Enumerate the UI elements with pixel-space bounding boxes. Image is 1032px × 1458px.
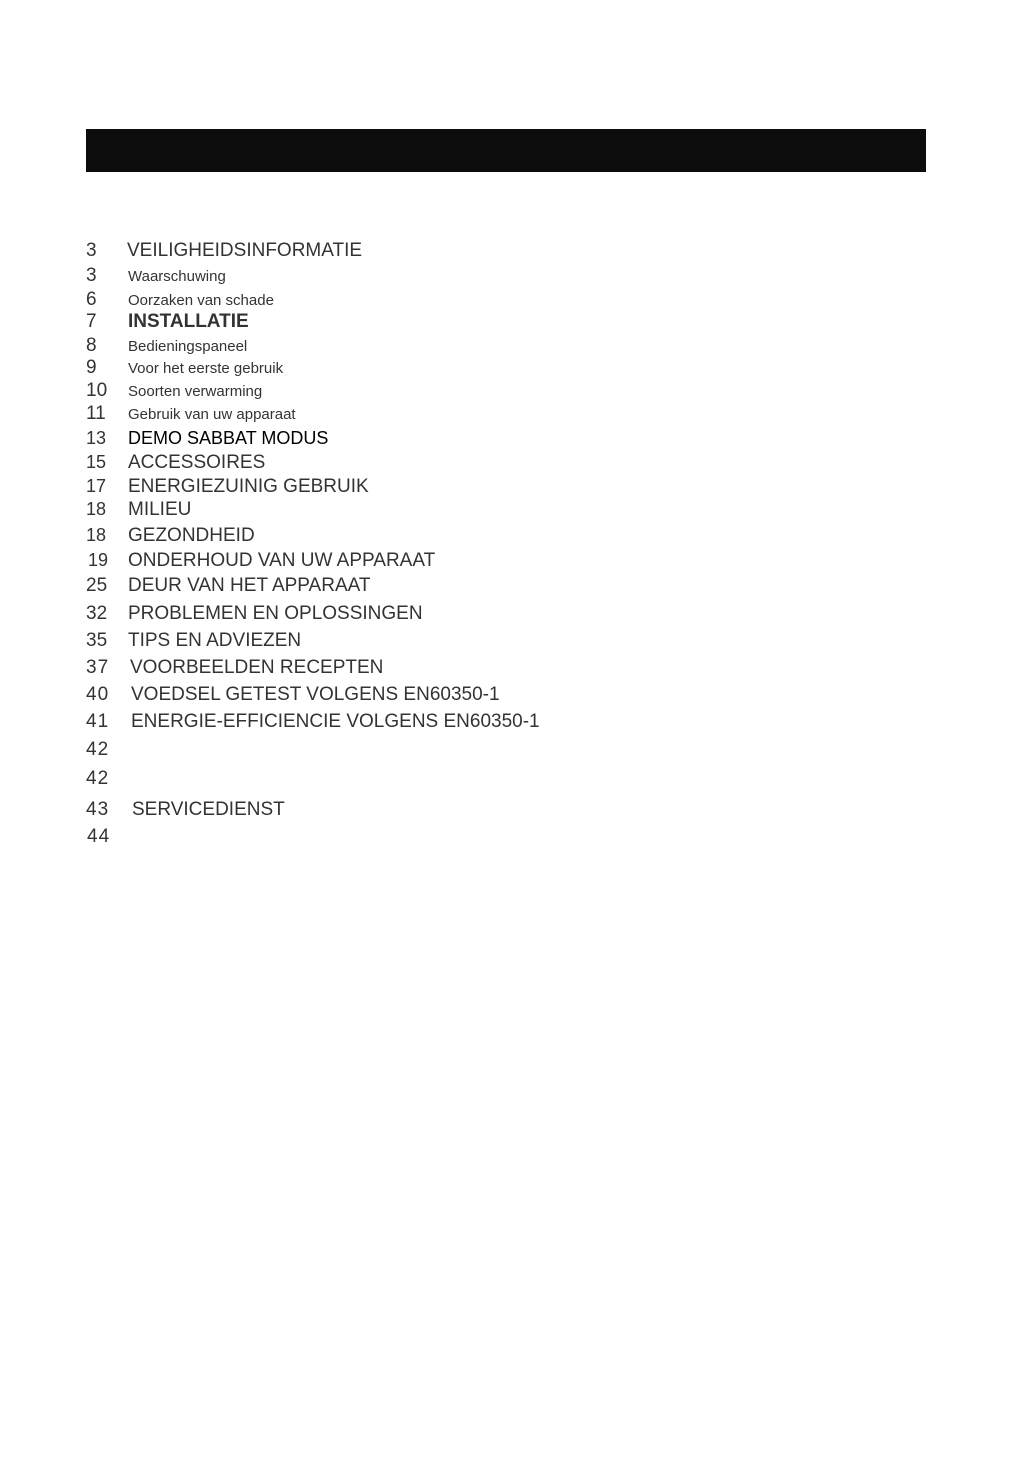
toc-title: TIPS EN ADVIEZEN [128, 630, 302, 651]
toc-page-number: 42 [86, 739, 110, 760]
toc-title: Bedieningspaneel [128, 338, 248, 355]
toc-title: VOORBEELDEN RECEPTEN [130, 657, 384, 678]
toc-page-number: 41 [86, 711, 110, 732]
toc-title: PROBLEMEN EN OPLOSSINGEN [128, 603, 423, 624]
toc-page-number: 3 [86, 240, 97, 261]
toc-title: ENERGIE-EFFICIENCIE VOLGENS EN60350-1 [131, 711, 540, 732]
toc-title: ONDERHOUD VAN UW APPARAAT [128, 550, 436, 571]
toc-page-number: 35 [86, 630, 108, 651]
toc-page-number: 32 [86, 603, 108, 624]
toc-page-number: 40 [86, 684, 110, 705]
toc-title: Gebruik van uw apparaat [128, 406, 296, 423]
toc-title: ACCESSOIRES [128, 452, 266, 473]
toc-title: Voor het eerste gebruik [128, 360, 284, 377]
toc-page-number: 10 [86, 380, 108, 401]
toc-title: MILIEU [128, 499, 192, 520]
toc-page-number: 19 [88, 550, 109, 570]
toc-page-number: 13 [86, 428, 107, 448]
toc-title: VEILIGHEIDSINFORMATIE [127, 240, 363, 261]
toc-title: DEUR VAN HET APPARAAT [128, 575, 371, 596]
toc-page-number: 11 [86, 403, 106, 424]
toc-page-number: 37 [86, 657, 110, 678]
toc-page-number: 43 [86, 799, 110, 820]
toc-page-number: 3 [86, 265, 97, 286]
toc-page-number: 42 [86, 768, 110, 789]
toc-page-number: 18 [86, 525, 107, 545]
toc-page-number: 44 [87, 826, 111, 847]
toc-page-number: 6 [86, 289, 97, 310]
toc-page-number: 15 [86, 452, 107, 472]
toc-page-number: 25 [86, 575, 108, 596]
toc-title: VOEDSEL GETEST VOLGENS EN60350-1 [131, 684, 500, 705]
toc-title: SERVICEDIENST [132, 799, 285, 820]
toc-title: DEMO SABBAT MODUS [128, 428, 329, 448]
toc-title: Waarschuwing [128, 268, 226, 285]
toc-title: INSTALLATIE [128, 311, 249, 332]
toc-page-number: 17 [86, 476, 107, 496]
toc-title: GEZONDHEID [128, 525, 255, 546]
toc-page-number: 9 [86, 357, 97, 378]
toc-title: ENERGIEZUINIG GEBRUIK [128, 476, 369, 497]
toc-page-number: 18 [86, 499, 107, 519]
toc-title: Oorzaken van schade [128, 292, 274, 309]
toc-title: Soorten verwarming [128, 383, 263, 400]
toc-page-number: 8 [86, 335, 97, 356]
toc-page-number: 7 [86, 311, 97, 332]
